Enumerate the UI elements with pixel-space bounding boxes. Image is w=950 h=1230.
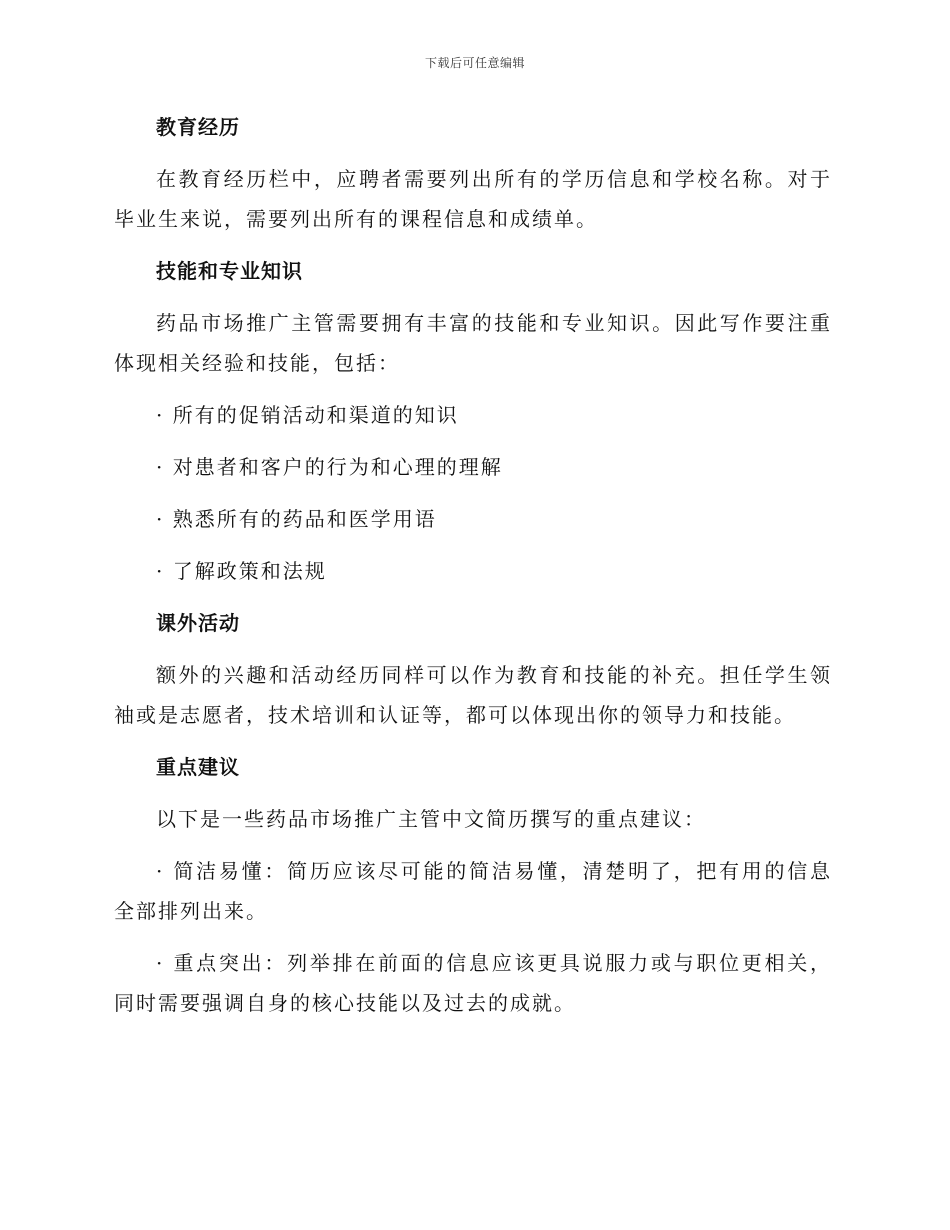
key-advice-bullet-item: · 重点突出：列举排在前面的信息应该更具说服力或与职位更相关，同时需要强调自身的核心技能以及过去的成就。 <box>114 951 832 1015</box>
document-body <box>114 107 832 1035</box>
section-heading-extracurricular: 课外活动 <box>156 611 240 635</box>
page-header-note: 下载后可任意编辑 <box>424 56 525 70</box>
section-heading-key-advice: 重点建议 <box>156 755 240 779</box>
skills-paragraph: 药品市场推广主管需要拥有丰富的技能和专业知识。因此写作要注重体现相关经验和技能，包括： <box>114 311 832 375</box>
key-advice-bullet-item: · 简洁易懂：简历应该尽可能的简洁易懂，清楚明了，把有用的信息全部排列出来。 <box>114 859 832 923</box>
skills-bullet-item: · 所有的促销活动和渠道的知识 <box>156 403 459 427</box>
skills-bullet-item: · 熟悉所有的药品和医学用语 <box>156 507 437 531</box>
extracurricular-paragraph: 额外的兴趣和活动经历同样可以作为教育和技能的补充。担任学生领袖或是志愿者，技术培训和认证等，都可以体现出你的领导力和技能。 <box>114 663 832 727</box>
education-paragraph: 在教育经历栏中，应聘者需要列出所有的学历信息和学校名称。对于毕业生来说，需要列出所有的课程信息和成绩单。 <box>114 167 832 231</box>
skills-bullet-item: · 对患者和客户的行为和心理的理解 <box>156 455 503 479</box>
key-advice-paragraph: 以下是一些药品市场推广主管中文简历撰写的重点建议： <box>156 807 706 831</box>
skills-bullet-item: · 了解政策和法规 <box>156 559 327 583</box>
section-heading-skills: 技能和专业知识 <box>156 259 303 283</box>
section-heading-education: 教育经历 <box>156 115 240 139</box>
